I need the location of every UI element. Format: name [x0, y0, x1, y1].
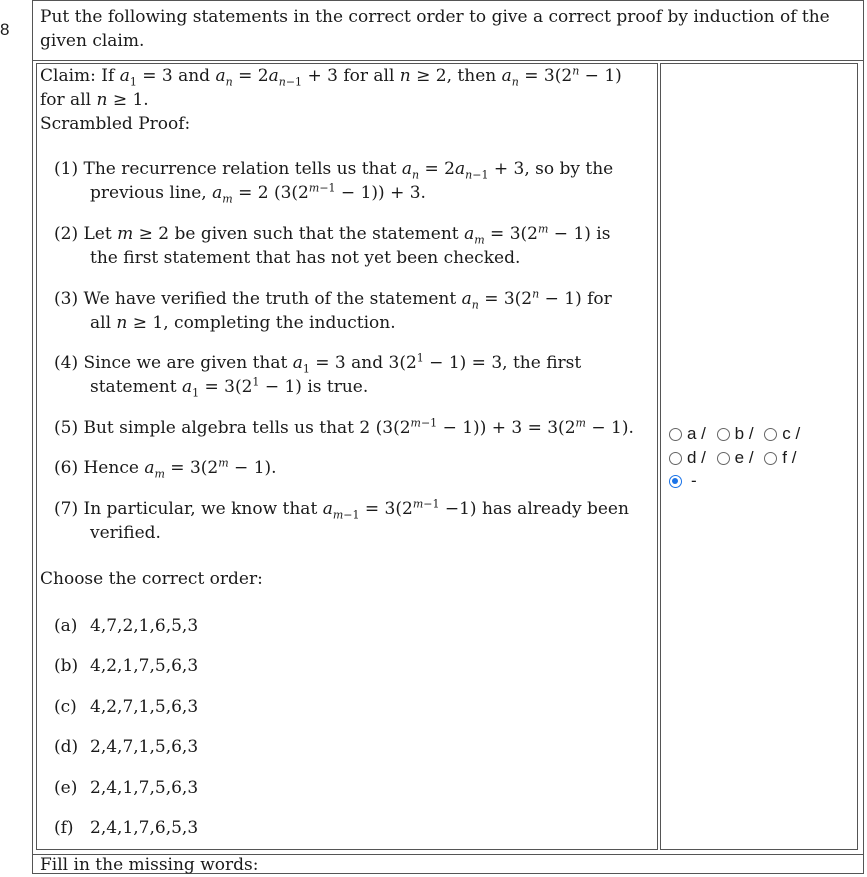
- statement-4-cont: statement $a_1 = 3(2^1 - 1)$ is true.: [90, 375, 369, 400]
- instructions-line1: Put the following statements in the correct order to give a correct proof by induction of the: [40, 7, 830, 27]
- option-value: 2,4,7,1,5,6,3: [90, 737, 199, 757]
- answer-choice-none[interactable]: [669, 471, 697, 490]
- radio-b[interactable]: [717, 428, 730, 441]
- answer-row-2: [669, 446, 796, 470]
- answer-choice-f[interactable]: [764, 448, 796, 467]
- option-label: (a): [54, 616, 78, 636]
- statement-5: (5) But simple algebra tells us that 2 $(3(2^{m-1} - 1)) + 3 = 3(2^m - 1)$.: [54, 416, 634, 438]
- statement-7-cont: verified.: [90, 523, 161, 543]
- option-label: (d): [54, 737, 79, 757]
- statement-1-cont: previous line, $a_m = 2$ $(3(2^{m-1} - 1)) + 3$.: [90, 181, 426, 206]
- claim-line1: Claim: If $a_1 = 3$ and $a_n = 2a_{n-1} + 3$ for all n ≥ 2, then $a_n = 3(2^n - 1)$: [40, 64, 622, 89]
- option-value: 4,2,7,1,5,6,3: [90, 697, 199, 717]
- statement-1: (1) The recurrence relation tells us that $a_n = 2a_{n-1} + 3$, so by the: [54, 159, 614, 182]
- answer-label-f[interactable]: f /: [782, 448, 797, 467]
- answer-choice-e[interactable]: [717, 448, 754, 467]
- answer-label-a[interactable]: a /: [687, 424, 706, 443]
- statement-4: (4) Since we are given that $a_1 = 3$ and $3(2^1 - 1) = 3$, the first: [54, 351, 582, 376]
- instructions-line2: given claim.: [40, 31, 145, 51]
- answer-choice-b[interactable]: [717, 424, 754, 443]
- option-a: [54, 614, 198, 638]
- answer-label-b[interactable]: b /: [734, 424, 754, 443]
- option-label: (e): [54, 778, 78, 798]
- option-value: 2,4,1,7,6,5,3: [90, 818, 199, 838]
- option-label: (c): [54, 697, 77, 717]
- statement-3: (3) We have verified the truth of the statement $a_n = 3(2^n - 1)$ for: [54, 287, 612, 312]
- answer-row-1: [669, 422, 800, 446]
- option-value: 4,2,1,7,5,6,3: [90, 656, 199, 676]
- answer-row-3: [669, 469, 697, 493]
- option-label: (f): [54, 818, 74, 838]
- answer-label-d[interactable]: d /: [687, 448, 706, 467]
- radio-a[interactable]: [669, 428, 682, 441]
- option-label: (b): [54, 656, 79, 676]
- statement-2: (2) Let m ≥ 2 be given such that the statement $a_m = 3(2^m - 1)$ is: [54, 222, 611, 247]
- claim-line2: for all n ≥ 1.: [40, 90, 149, 110]
- statement-6: (6) Hence $a_m = 3(2^m - 1)$.: [54, 456, 277, 481]
- option-f: [54, 816, 198, 840]
- radio-f[interactable]: [764, 452, 777, 465]
- next-question-prompt: Fill in the missing words:: [40, 855, 259, 875]
- answer-label-e[interactable]: e /: [734, 448, 754, 467]
- option-b: [54, 654, 198, 678]
- answer-label-none[interactable]: -: [691, 471, 697, 490]
- statement-3-cont: all n ≥ 1, completing the induction.: [90, 313, 396, 333]
- option-d: [54, 735, 198, 759]
- radio-c[interactable]: [764, 428, 777, 441]
- radio-e[interactable]: [717, 452, 730, 465]
- option-value: 4,7,2,1,6,5,3: [90, 616, 199, 636]
- answer-choice-c[interactable]: [764, 424, 800, 443]
- answer-choice-a[interactable]: [669, 424, 706, 443]
- answer-label-c[interactable]: c /: [782, 424, 801, 443]
- statement-2-cont: the first statement that has not yet been checked.: [90, 248, 521, 268]
- option-e: [54, 776, 198, 800]
- scrambled-proof-heading: Scrambled Proof:: [40, 114, 191, 134]
- answer-choice-d[interactable]: [669, 448, 706, 467]
- question-number: 8: [0, 20, 10, 39]
- option-c: [54, 695, 198, 719]
- radio-none-selected[interactable]: [669, 475, 682, 488]
- choose-order-label: Choose the correct order:: [40, 569, 263, 589]
- option-value: 2,4,1,7,5,6,3: [90, 778, 199, 798]
- statement-7: (7) In particular, we know that $a_{m-1} = 3(2^{m-1} -1)$ has already been: [54, 497, 629, 522]
- radio-d[interactable]: [669, 452, 682, 465]
